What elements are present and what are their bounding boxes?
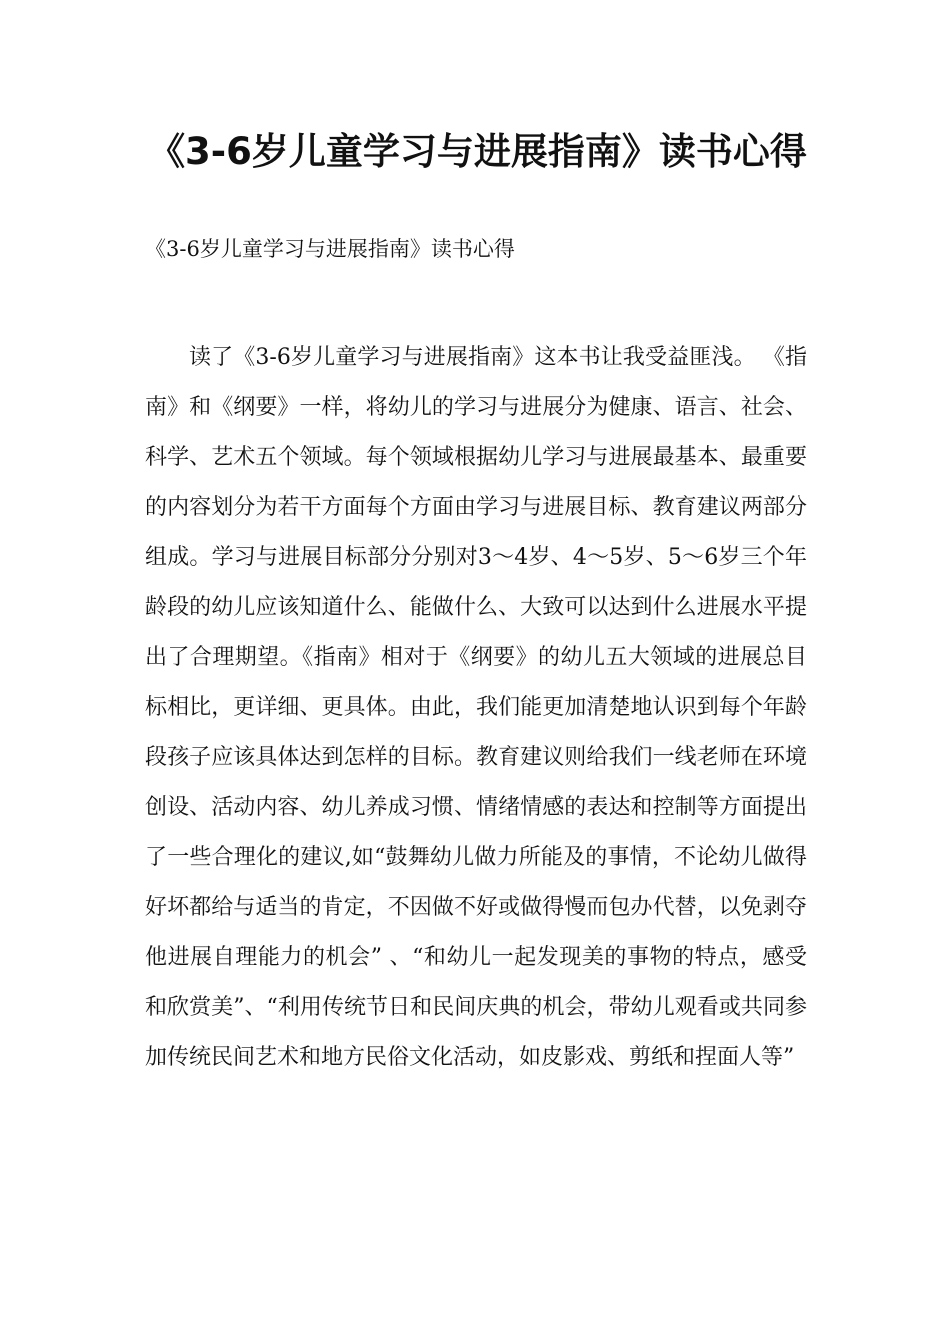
document-title: 《3-6岁儿童学习与进展指南》读书心得 [148,130,807,173]
body-paragraph: 读了《3-6岁儿童学习与进展指南》这本书让我受益匪浅。 《指南》和《纲要》一样，将幼儿的学习与进展分为健康、语言、社会、科学、艺术五个领域。每个领域根据幼儿学习与进展最基本、最重要的内容划分为若干方面每个方面由学习与进展目标、教育建议两部分组成。学习与进展目标部分分别对3～4岁、4～5岁、5～6岁三个年龄段的幼儿应该知道什么、能做什么、大致可以达到什么进展水平提出了合理期望。《指南》相对于《纲要》的幼儿五大领域的进展总目标相比，更详细、更具体。由此，我们能更加清楚地认识到每个年龄段孩子应该具体达到怎样的目标。教育建议则给我们一线老师在环境创设、活动内容、幼儿养成习惯、情绪情感的表达和控制等方面提出了一些合理化的建议,如“鼓舞幼儿做力所能及的事情，不论幼儿做得好坏都给与适当的肯定，不因做不好或做得慢而包办代替，以免剥夺他进展自理能力的机会” 、“和幼儿一起发现美的事物的特点，感受和欣赏美”、“利用传统节日和民间庆典的机会，带幼儿观看或共同参加传统民间艺术和地方民俗文化活动，如皮影戏、剪纸和捏面人等” [145,345,807,1070]
document-subtitle: 《3-6岁儿童学习与进展指南》读书心得 [145,237,515,261]
